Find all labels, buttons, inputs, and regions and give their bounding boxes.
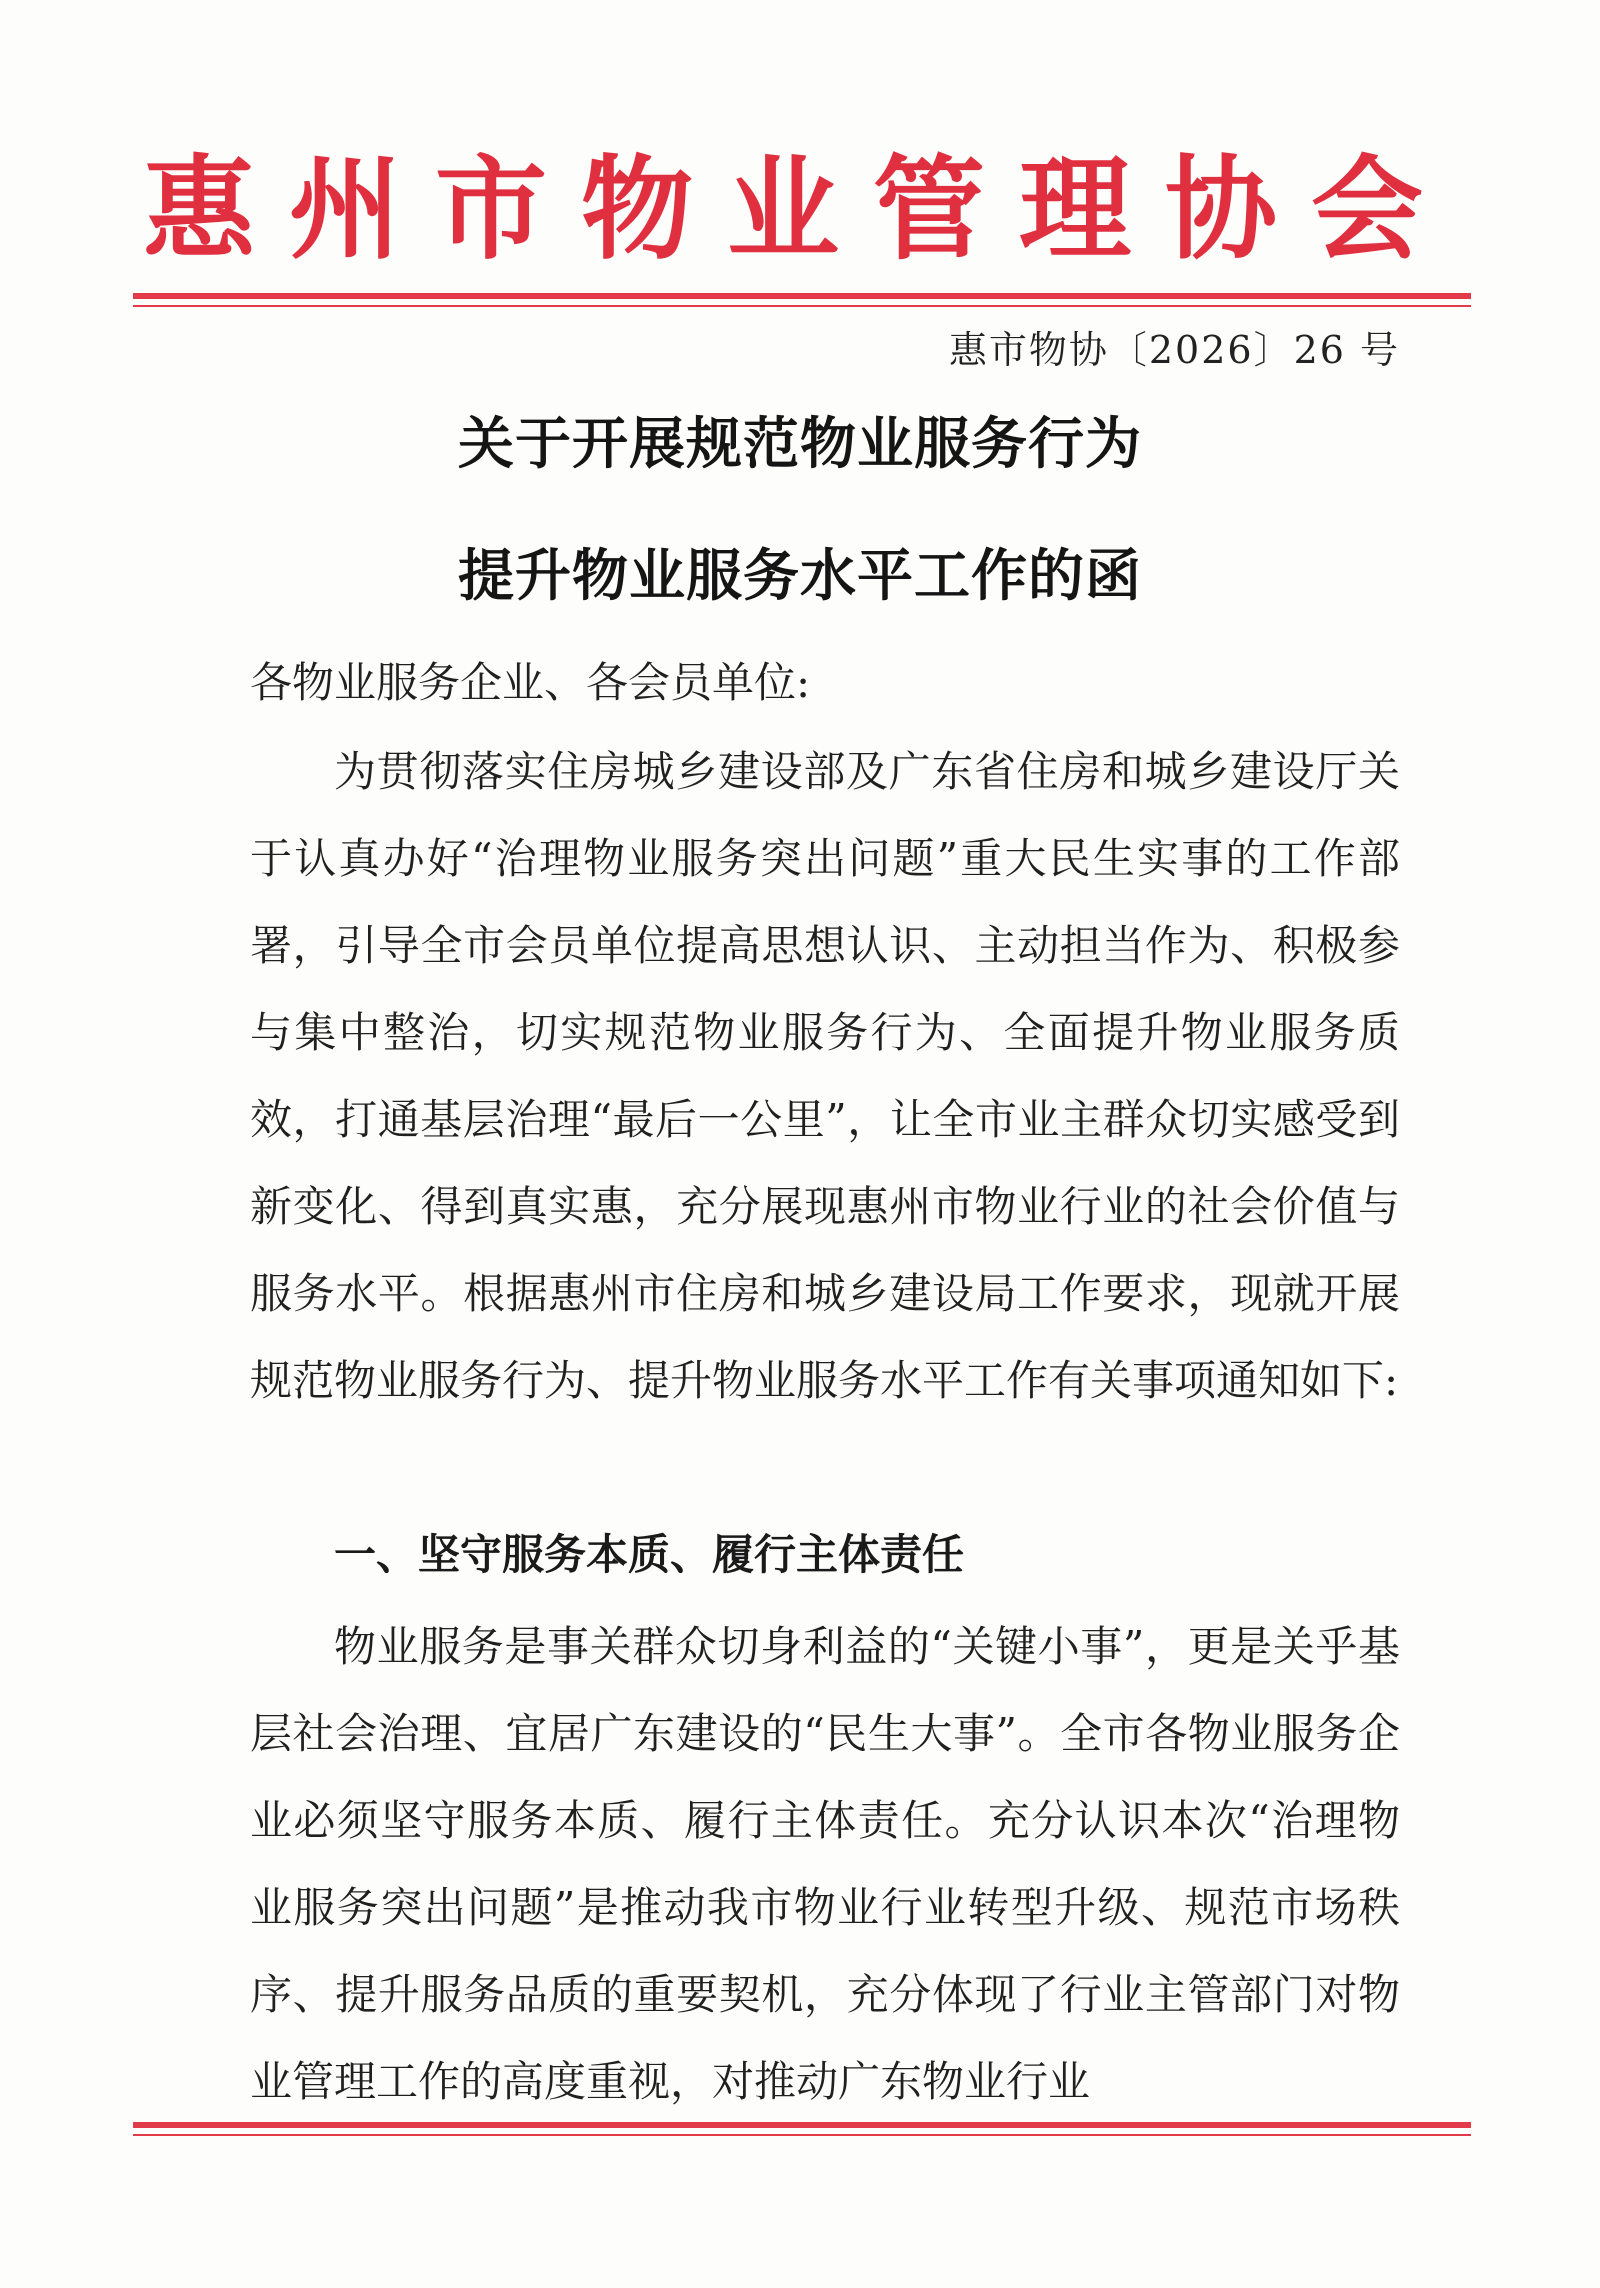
salutation: 各物业服务企业、各会员单位: xyxy=(250,658,811,707)
footer-divider xyxy=(133,2122,1471,2136)
header-divider-thin xyxy=(133,305,1471,307)
document-title-line-2: 提升物业服务水平工作的函 xyxy=(458,544,1142,609)
section-heading-1: 一、坚守服务本质、履行主体责任 xyxy=(334,1530,965,1579)
letterhead-title: 惠州市物业管理协会 xyxy=(143,144,1457,275)
document-title-line-1: 关于开展规范物业服务行为 xyxy=(458,412,1142,477)
footer-divider-thick xyxy=(133,2122,1471,2128)
body-paragraph-2: 物业服务是事关群众切身利益的“关键小事”，更是关乎基层社会治理、宜居广东建设的“民生大事”。全市各物业服务企业必须坚守服务本质、履行主体责任。充分认识本次“治理物业服务突出问题”是推动我市物业行业转型升级、规范市场秩序、提升服务品质的重要契机，充分体现了行业主管部门对物业管理工作的高度重视，对推动广东物业行业 xyxy=(250,1622,1400,2106)
footer-divider-thin xyxy=(133,2134,1471,2136)
document-number: 惠市物协〔2026〕26 号 xyxy=(948,328,1400,372)
body-paragraph-1: 为贯彻落实住房城乡建设部及广东省住房和城乡建设厅关于认真办好“治理物业服务突出问题”重大民生实事的工作部署，引导全市会员单位提高思想认识、主动担当作为、积极参与集中整治，切实规范物业服务行为、全面提升物业服务质效，打通基层治理“最后一公里”，让全市业主群众切实感受到新变化、得到真实惠，充分展现惠州市物业行业的社会价值与服务水平。根据惠州市住房和城乡建设局工作要求，现就开展规范物业服务行为、提升物业服务水平工作有关事项通知如下: xyxy=(250,747,1400,1405)
header-divider-thick xyxy=(133,293,1471,299)
header-divider xyxy=(133,293,1471,307)
